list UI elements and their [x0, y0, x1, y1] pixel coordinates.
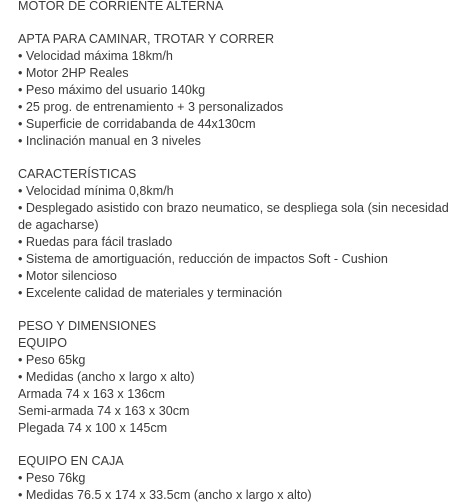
- caja-item: • Peso 76kg: [18, 470, 466, 487]
- equipo-caja-heading: EQUIPO EN CAJA: [18, 454, 124, 468]
- apta-item: • Velocidad máxima 18km/h: [18, 48, 466, 65]
- apta-section: [18, 31, 466, 150]
- caja-item: • Medidas 76.5 x 174 x 33.5cm (ancho x largo x alto): [18, 487, 466, 504]
- product-description: [18, 0, 466, 504]
- dimension-line: Semi-armada 74 x 163 x 30cm: [18, 404, 190, 418]
- dimension-item: • Peso 65kg: [18, 352, 466, 369]
- caracteristicas-item: • Excelente calidad de materiales y terminación: [18, 285, 466, 302]
- dimension-item: • Medidas (ancho x largo x alto): [18, 369, 466, 386]
- motor-type-line: MOTOR DE CORRIENTE ALTERNA: [18, 0, 224, 13]
- caracteristicas-item: • Motor silencioso: [18, 268, 466, 285]
- caracteristicas-item: • Desplegado asistido con brazo neumatico, se despliega sola (sin necesidad de agacharse): [18, 200, 466, 234]
- section-gap: [18, 150, 466, 166]
- section-gap: [18, 15, 466, 31]
- caracteristicas-item: • Ruedas para fácil traslado: [18, 234, 466, 251]
- apta-item: • 25 prog. de entrenamiento + 3 personalizados: [18, 99, 466, 116]
- caracteristicas-section: [18, 166, 466, 302]
- apta-item: • Peso máximo del usuario 140kg: [18, 82, 466, 99]
- apta-item: • Superficie de corridabanda de 44x130cm: [18, 116, 466, 133]
- apta-item: • Motor 2HP Reales: [18, 65, 466, 82]
- caracteristicas-item: • Velocidad mínima 0,8km/h: [18, 183, 466, 200]
- caracteristicas-heading: CARACTERÍSTICAS: [18, 167, 137, 181]
- peso-dimensiones-heading: PESO Y DIMENSIONES: [18, 319, 157, 333]
- apta-heading: APTA PARA CAMINAR, TROTAR Y CORRER: [18, 32, 275, 46]
- equipo-subheading: EQUIPO: [18, 336, 67, 350]
- caracteristicas-item: • Sistema de amortiguación, reducción de impactos Soft - Cushion: [18, 251, 466, 268]
- dimension-line: Armada 74 x 163 x 136cm: [18, 387, 166, 401]
- equipo-caja-section: [18, 453, 466, 504]
- dimension-line: Plegada 74 x 100 x 145cm: [18, 421, 168, 435]
- section-gap: [18, 437, 466, 453]
- peso-dimensiones-section: [18, 318, 466, 437]
- apta-item: • Inclinación manual en 3 niveles: [18, 133, 466, 150]
- section-gap: [18, 302, 466, 318]
